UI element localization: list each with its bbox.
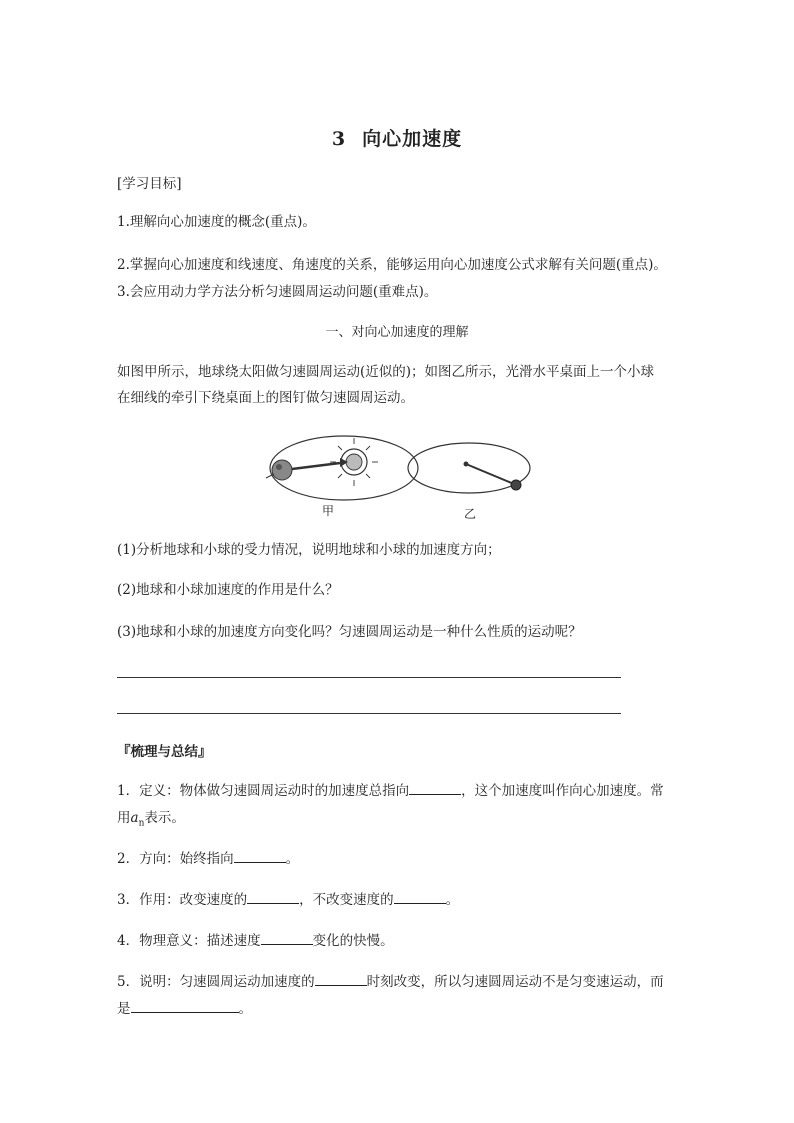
objectives-heading: [学习目标] xyxy=(117,176,182,192)
summary-heading: 『梳理与总结』 xyxy=(117,744,212,760)
item3-text-c: 。 xyxy=(445,892,460,908)
answer-line-1 xyxy=(117,677,621,678)
blank[interactable] xyxy=(247,889,299,904)
item1-text-a: 1．定义：物体做匀速圆周运动时的加速度总指向 xyxy=(117,783,410,799)
intro-line-2: 在细线的牵引下绕桌面上的图钉做匀速圆周运动。 xyxy=(117,390,414,406)
question-1: (1)分析地球和小球的受力情况，说明地球和小球的加速度方向； xyxy=(117,542,501,558)
figure-label-right: 乙 xyxy=(464,507,477,521)
lesson-title: 向心加速度 xyxy=(362,128,463,150)
objective-item-2: 2.掌握向心加速度和线速度、角速度的关系，能够运用向心加速度公式求解有关问题(重点)。 xyxy=(117,257,667,273)
summary-item-3 xyxy=(117,887,687,914)
objective-item-1: 1.理解向心加速度的概念(重点)。 xyxy=(117,214,316,230)
item5-text-d: 。 xyxy=(238,1001,252,1017)
item4-text-a: 4．物理意义：描述速度 xyxy=(117,933,261,949)
item5-text-b: 时刻改变，所以匀速圆周运动不是匀变速运动，而 xyxy=(366,974,664,990)
item5-text-a: 5．说明：匀速圆周运动加速度的 xyxy=(117,974,315,990)
item5-text-c: 是 xyxy=(117,1001,131,1017)
item2-text-a: 2．方向：始终指向 xyxy=(117,851,234,867)
symbol-subscript: n xyxy=(138,818,145,829)
blank[interactable] xyxy=(131,998,239,1013)
section-heading: 一、对向心加速度的理解 xyxy=(325,325,469,340)
item3-text-a: 3．作用：改变速度的 xyxy=(117,892,248,908)
page-title xyxy=(0,124,794,151)
item1-text-d: 表示。 xyxy=(144,810,185,826)
objective-item-3: 3.会应用动力学方法分析匀速圆周运动问题(重难点)。 xyxy=(117,284,438,300)
figure-earth-sun xyxy=(262,432,422,512)
item1-text-c: 用 xyxy=(117,810,131,826)
summary-item-5 xyxy=(117,969,687,1023)
figure-ball-pin xyxy=(406,440,536,504)
blank[interactable] xyxy=(261,930,313,945)
blank[interactable] xyxy=(234,848,286,863)
lesson-number: 3 xyxy=(331,128,347,150)
item2-text-b: 。 xyxy=(285,851,300,867)
figure-label-left: 甲 xyxy=(322,504,335,518)
summary-item-4 xyxy=(117,928,687,955)
question-2: (2)地球和小球加速度的作用是什么？ xyxy=(117,582,339,598)
item4-text-b: 变化的快慢。 xyxy=(312,933,394,949)
blank[interactable] xyxy=(394,889,446,904)
symbol-a: a xyxy=(130,810,139,826)
answer-line-2 xyxy=(117,713,621,714)
item3-text-b: ，不改变速度的 xyxy=(299,892,394,908)
blank[interactable] xyxy=(409,780,461,795)
question-3: (3)地球和小球的加速度方向变化吗？匀速圆周运动是一种什么性质的运动呢？ xyxy=(117,624,582,640)
summary-item-1 xyxy=(117,778,687,838)
summary-item-2 xyxy=(117,846,687,873)
intro-line-1: 如图甲所示，地球绕太阳做匀速圆周运动(近似的)；如图乙所示，光滑水平桌面上一个小球 xyxy=(117,364,655,380)
blank[interactable] xyxy=(315,971,367,986)
item1-text-b: ，这个加速度叫作向心加速度。常 xyxy=(461,783,664,799)
